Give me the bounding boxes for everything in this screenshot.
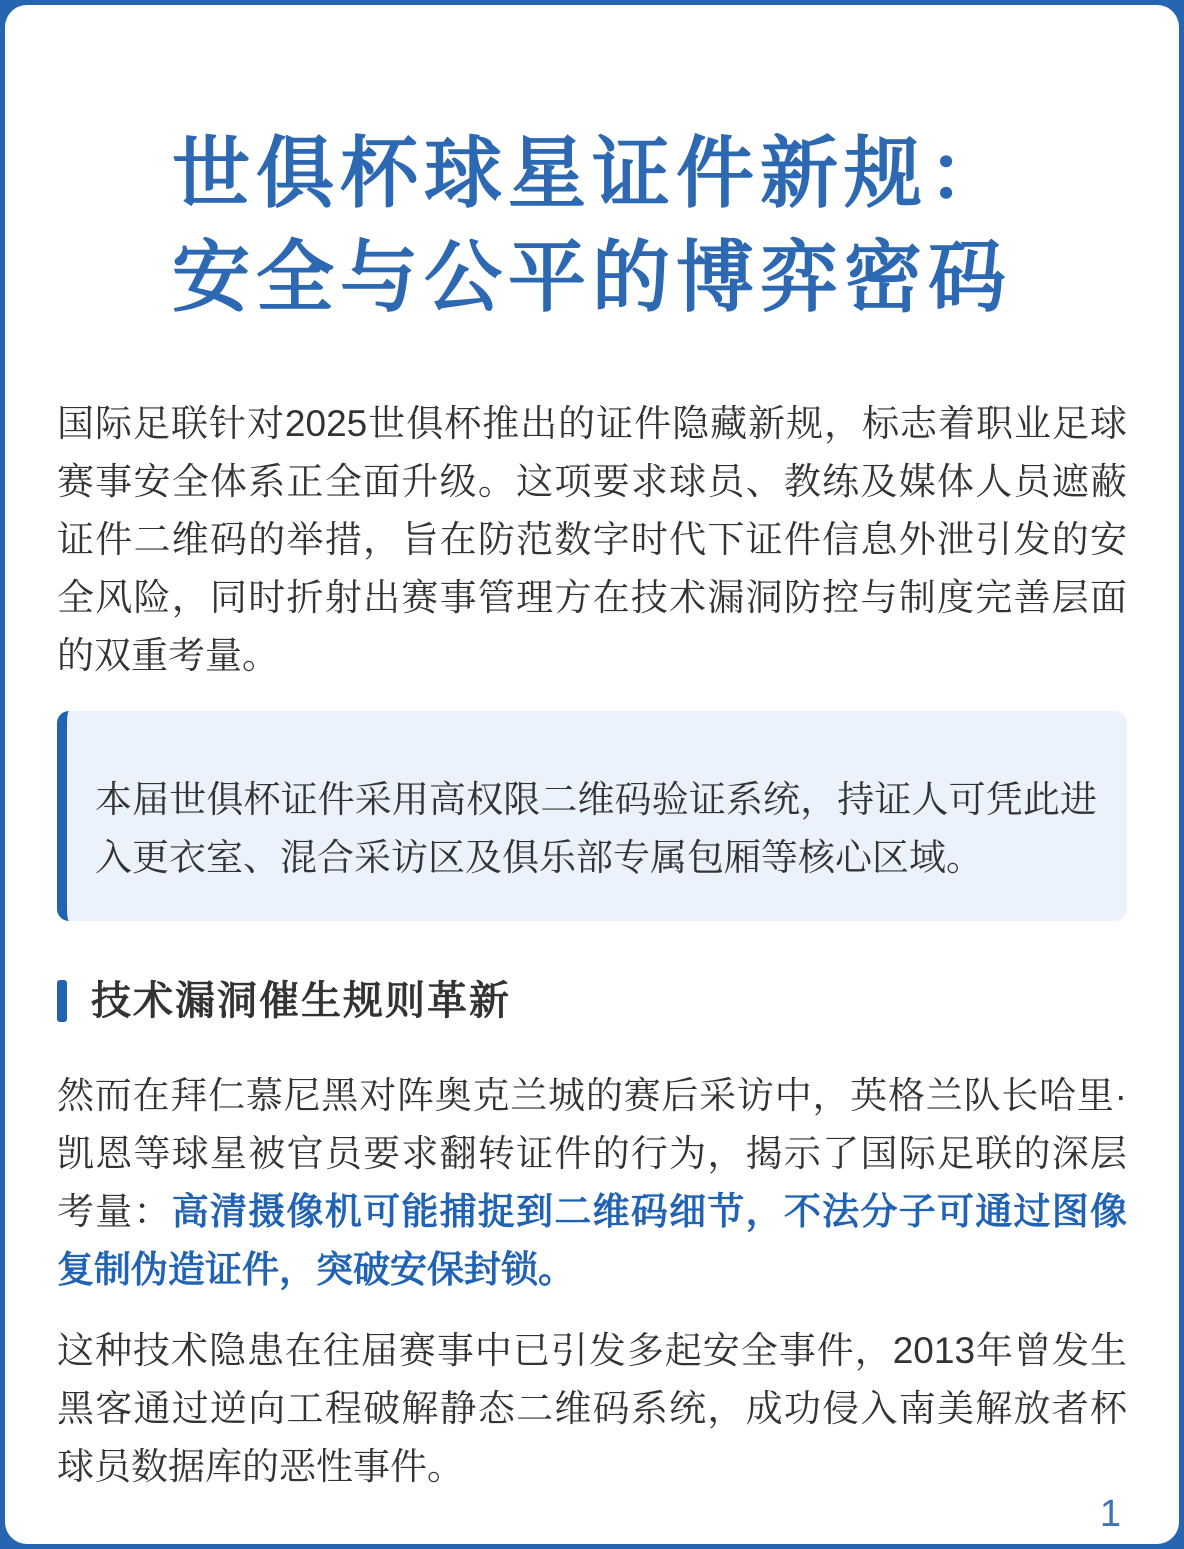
page-number: 1 <box>1099 1493 1121 1535</box>
article-title-line2: 安全与公平的博弈密码 <box>171 233 1012 321</box>
analysis-paragraph <box>57 1067 1127 1299</box>
heading-accent-bar <box>57 980 67 1022</box>
section-heading-text: 技术漏洞催生规则革新 <box>91 979 511 1023</box>
history-paragraph: 这种技术隐患在往届赛事中已引发多起安全事件，2013年曾发生黑客通过逆向工程破解静态二维码系统，成功侵入南美解放者杯球员数据库的恶性事件。 <box>57 1330 1127 1487</box>
article-title-line1: 世俱杯球星证件新规： <box>171 129 1012 217</box>
article-title <box>57 5 1127 329</box>
section-heading <box>57 977 1127 1025</box>
analysis-highlight-text: 高清摄像机可能捕捉到二维码细节，不法分子可通过图像复制伪造证件，突破安保封锁。 <box>57 1191 1128 1290</box>
quote-text: 本届世俱杯证件采用高权限二维码验证系统，持证人可凭此进入更衣室、混合采访区及俱乐部专属包厢等核心区域。 <box>95 779 1097 878</box>
article-card <box>5 5 1179 1544</box>
analysis-normal-text: 然而在拜仁慕尼黑对阵奥克兰城的赛后采访中，英格兰队长哈里·凯恩等球星被官员要求翻转证件的行为，揭示了国际足联的深层考量： <box>57 1075 1127 1232</box>
quote-box <box>57 711 1127 921</box>
intro-paragraph: 国际足联针对2025世俱杯推出的证件隐藏新规，标志着职业足球赛事安全体系正全面升级。这项要求球员、教练及媒体人员遮蔽证件二维码的举措，旨在防范数字时代下证件信息外泄引发的安全风险，同时折射出赛事管理方在技术漏洞防控与制度完善层面的双重考量。 <box>57 403 1127 676</box>
